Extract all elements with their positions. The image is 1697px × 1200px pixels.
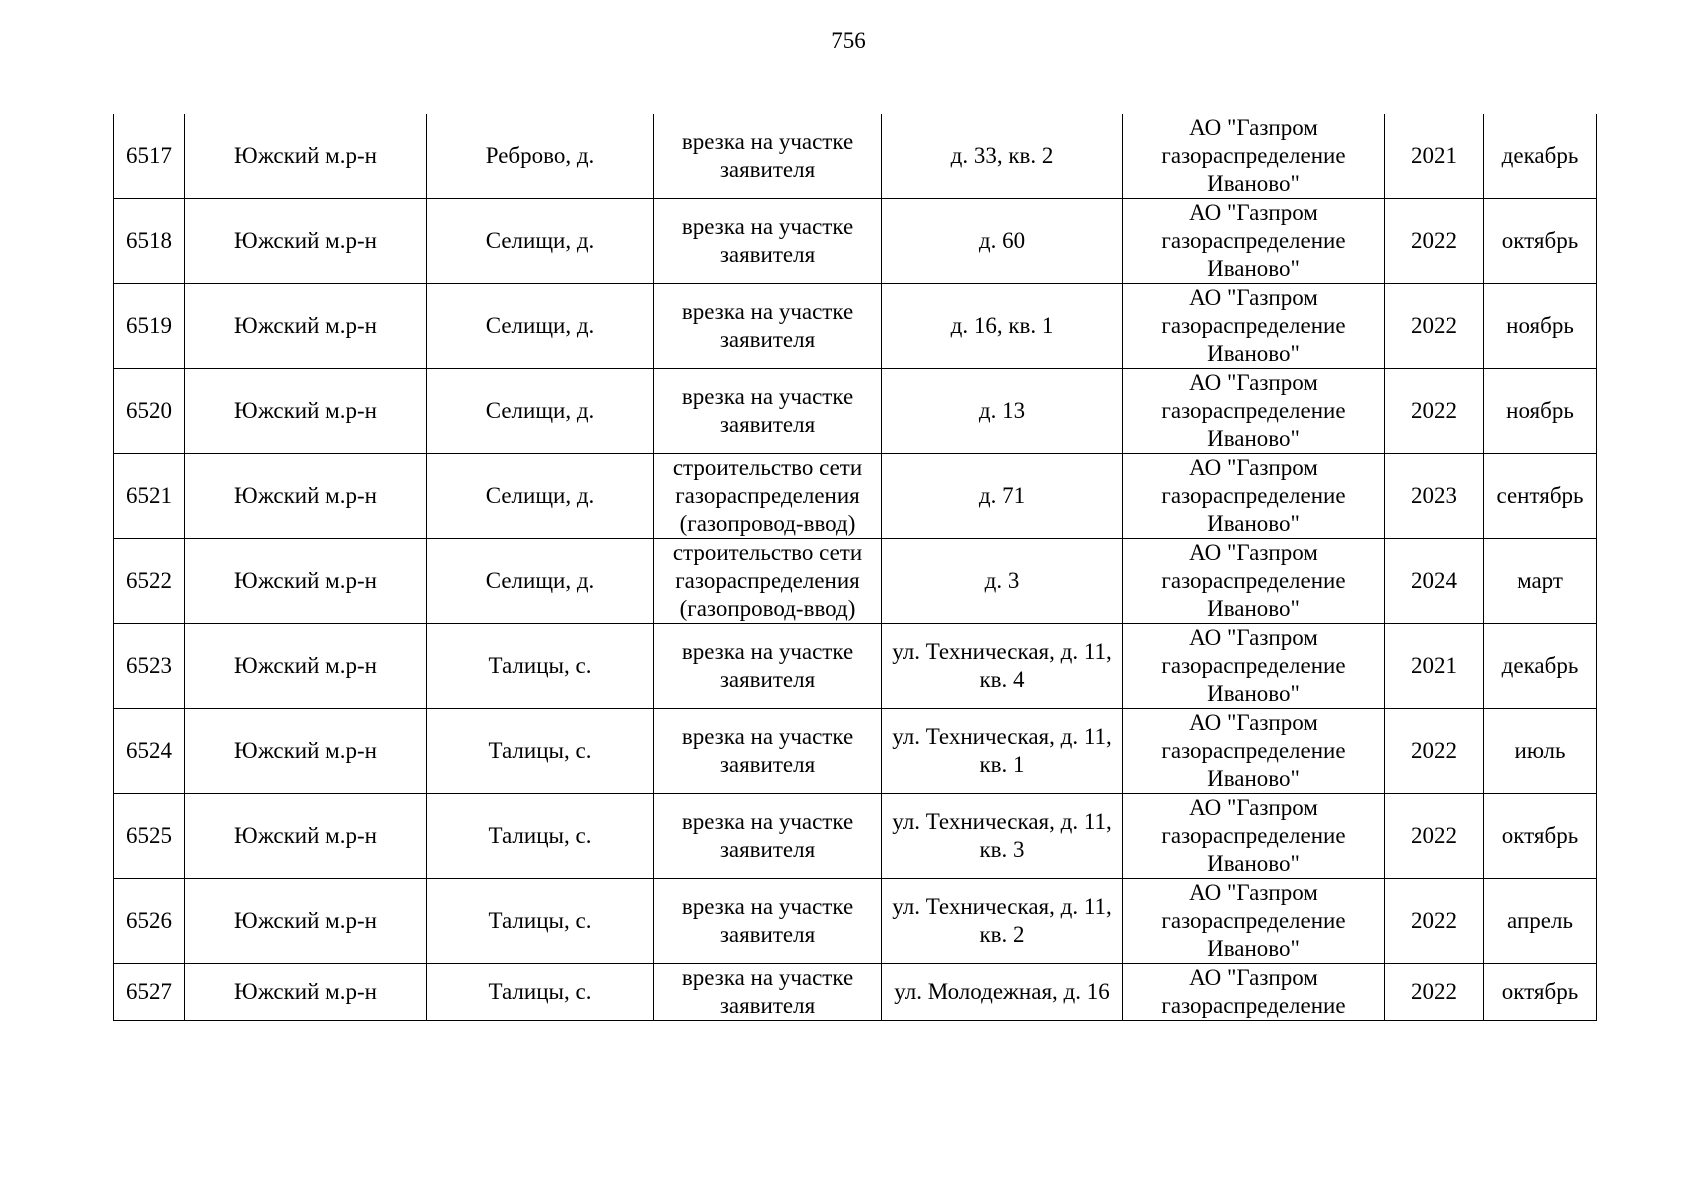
organization-cell [1123,964,1385,1021]
work-type-cell: врезка на участке заявителя [654,879,882,964]
year-cell: 2021 [1385,624,1484,709]
row-number: 6526 [114,879,185,964]
work-type-cell: врезка на участке заявителя [654,794,882,879]
month-cell: декабрь [1484,114,1597,199]
row-number: 6527 [114,964,185,1021]
address-cell: ул. Техническая, д. 11, кв. 1 [882,709,1123,794]
table-row [114,284,1597,369]
month-cell: декабрь [1484,624,1597,709]
table-row [114,879,1597,964]
row-number: 6523 [114,624,185,709]
table-row [114,199,1597,284]
organization-text: АО "Газпром газораспределение Иваново" [1161,880,1346,961]
settlement-cell: Селищи, д. [427,539,654,624]
year-cell: 2022 [1385,794,1484,879]
work-type-cell: врезка на участке заявителя [654,624,882,709]
table-row [114,539,1597,624]
month-cell: ноябрь [1484,284,1597,369]
work-type-cell: врезка на участке заявителя [654,199,882,284]
organization-text: АО "Газпром газораспределение Иваново" [1161,710,1346,791]
row-number: 6521 [114,454,185,539]
address-cell: д. 13 [882,369,1123,454]
organization-cell [1123,709,1385,794]
settlement-cell: Талицы, с. [427,879,654,964]
organization-cell [1123,369,1385,454]
address-cell: д. 16, кв. 1 [882,284,1123,369]
year-cell: 2022 [1385,199,1484,284]
district-cell: Южский м.р-н [185,709,427,794]
year-cell: 2021 [1385,114,1484,199]
table-row [114,454,1597,539]
organization-text: АО "Газпром газораспределение Иваново" [1161,625,1346,706]
page-number: 756 [831,28,866,53]
settlement-cell: Селищи, д. [427,199,654,284]
organization-cell [1123,114,1385,199]
row-number: 6522 [114,539,185,624]
organization-cell [1123,199,1385,284]
work-type-cell: строительство сети газораспределения (газопровод-ввод) [654,454,882,539]
month-cell: июль [1484,709,1597,794]
organization-text: АО "Газпром газораспределение Иваново" [1161,795,1346,876]
address-cell: ул. Молодежная, д. 16 [882,964,1123,1021]
row-number: 6524 [114,709,185,794]
work-type-cell: врезка на участке заявителя [654,284,882,369]
organization-text: АО "Газпром газораспределение Иваново" [1161,370,1346,451]
district-cell: Южский м.р-н [185,794,427,879]
settlement-cell: Талицы, с. [427,794,654,879]
month-cell: ноябрь [1484,369,1597,454]
organization-text: АО "Газпром газораспределение Иваново" [1161,540,1346,621]
month-cell: октябрь [1484,794,1597,879]
year-cell: 2022 [1385,709,1484,794]
organization-cell [1123,624,1385,709]
table-row [114,624,1597,709]
district-cell: Южский м.р-н [185,454,427,539]
year-cell: 2022 [1385,964,1484,1021]
table-row [114,369,1597,454]
address-cell: ул. Техническая, д. 11, кв. 3 [882,794,1123,879]
table-row [114,709,1597,794]
address-cell: д. 60 [882,199,1123,284]
district-cell: Южский м.р-н [185,539,427,624]
organization-cell [1123,284,1385,369]
month-cell: март [1484,539,1597,624]
year-cell: 2022 [1385,879,1484,964]
address-cell: ул. Техническая, д. 11, кв. 2 [882,879,1123,964]
organization-cell [1123,454,1385,539]
organization-text: АО "Газпром газораспределение Иваново" [1161,285,1346,366]
organization-text: АО "Газпром газораспределение [1161,965,1346,1018]
row-number: 6525 [114,794,185,879]
district-cell: Южский м.р-н [185,284,427,369]
settlement-cell: Талицы, с. [427,964,654,1021]
district-cell: Южский м.р-н [185,369,427,454]
district-cell: Южский м.р-н [185,624,427,709]
work-type-cell: врезка на участке заявителя [654,709,882,794]
work-type-cell: врезка на участке заявителя [654,369,882,454]
month-cell: апрель [1484,879,1597,964]
settlement-cell: Селищи, д. [427,284,654,369]
month-cell: октябрь [1484,964,1597,1021]
table-row [114,794,1597,879]
table-row [114,964,1597,1021]
settlement-cell: Селищи, д. [427,369,654,454]
year-cell: 2022 [1385,284,1484,369]
table-row [114,114,1597,199]
settlement-cell: Талицы, с. [427,709,654,794]
year-cell: 2024 [1385,539,1484,624]
address-cell: д. 3 [882,539,1123,624]
schedule-table [113,114,1597,1021]
address-cell: д. 33, кв. 2 [882,114,1123,199]
settlement-cell: Селищи, д. [427,454,654,539]
row-number: 6519 [114,284,185,369]
row-number: 6517 [114,114,185,199]
organization-text: АО "Газпром газораспределение Иваново" [1161,455,1346,536]
district-cell: Южский м.р-н [185,114,427,199]
month-cell: октябрь [1484,199,1597,284]
district-cell: Южский м.р-н [185,199,427,284]
organization-cell [1123,794,1385,879]
settlement-cell: Талицы, с. [427,624,654,709]
organization-cell [1123,539,1385,624]
year-cell: 2022 [1385,369,1484,454]
organization-text: АО "Газпром газораспределение Иваново" [1161,115,1346,196]
address-cell: д. 71 [882,454,1123,539]
district-cell: Южский м.р-н [185,964,427,1021]
month-cell: сентябрь [1484,454,1597,539]
row-number: 6518 [114,199,185,284]
row-number: 6520 [114,369,185,454]
work-type-cell: строительство сети газораспределения (газопровод-ввод) [654,539,882,624]
address-cell: ул. Техническая, д. 11, кв. 4 [882,624,1123,709]
organization-cell [1123,879,1385,964]
settlement-cell: Реброво, д. [427,114,654,199]
district-cell: Южский м.р-н [185,879,427,964]
work-type-cell: врезка на участке заявителя [654,114,882,199]
year-cell: 2023 [1385,454,1484,539]
organization-text: АО "Газпром газораспределение Иваново" [1161,200,1346,281]
work-type-cell: врезка на участке заявителя [654,964,882,1021]
